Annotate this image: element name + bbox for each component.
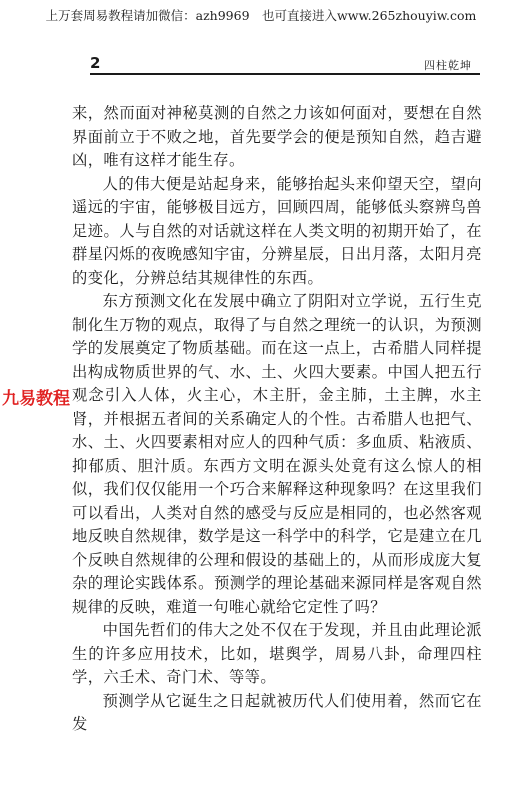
book-title: 四柱乾坤 <box>424 59 472 72</box>
page-number: 2 <box>90 54 101 72</box>
paragraph: 东方预测文化在发展中确立了阴阳对立学说，五行生克制化生万物的观点，取得了与自然之理统一的认识，为预测学的发展奠定了物质基础。而在这一点上，古希腊人同样提出构成物质世界的气、水、土、火四大要素。中国人把五行观念引入人体，火主心，木主肝，金主肺，土主脾，水主肾，并根据五者间的关系确定人的个性。古希腊人也把气、水、土、火四要素相对应人的四种气质：多血质、粘液质、抑郁质、胆汁质。东西方文明在源头处竟有这么惊人的相似，我们仅仅能用一个巧合来解释这种现象吗？在这里我们可以看出，人类对自然的感受与反应是相同的，也必然客观地反映自然规律，数学是这一科学中的科学，它是建立在几个反映自然规律的公理和假设的基础上的，从而形成庞大复杂的理论实践体系。预测学的理论基础来源同样是客观自然规律的反映，难道一句唯心就给它定性了吗？ <box>72 292 482 616</box>
paragraph: 人的伟大便是站起身来，能够抬起头来仰望天空，望向遥远的宇宙，能够极目远方，回顾四周，能够低头察辨鸟兽足迹。人与自然的对话就这样在人类文明的初期开始了，在群星闪烁的夜晚感知宇宙，分辨星辰，日出月落，太阳月亮的变化，分辨总结其规律性的东西。 <box>72 174 482 287</box>
watermark-label: 九易教程 <box>2 389 70 409</box>
header-rule <box>90 73 480 75</box>
top-banner-text: 上万套周易教程请加微信：azh9969 也可直接进入www.265zhouyiw.com <box>45 8 477 23</box>
paragraph: 中国先哲们的伟大之处不仅在于发现，并且由此理论派生的许多应用技术，比如，堪舆学，周易八卦，命理四柱学，六壬术、奇门术、等等。 <box>72 621 482 686</box>
paragraph: 预测学从它诞生之日起就被历代人们使用着，然而它在发 <box>72 691 482 733</box>
running-head <box>90 56 480 72</box>
paragraph: 来，然而面对神秘莫测的自然之力该如何面对，要想在自然界面前立于不败之地，首先要学会的便是预知自然，趋吉避凶，唯有这样才能生存。 <box>72 104 482 169</box>
body-text <box>72 102 482 737</box>
